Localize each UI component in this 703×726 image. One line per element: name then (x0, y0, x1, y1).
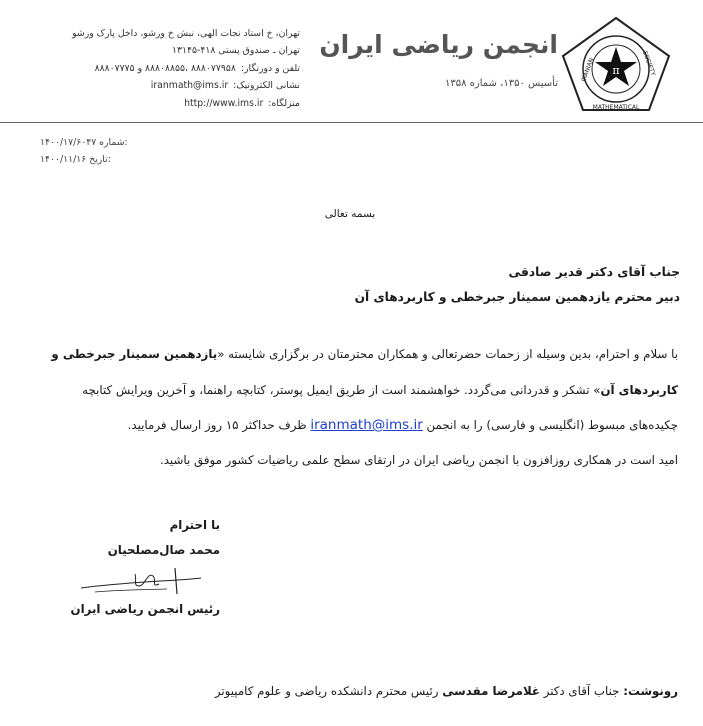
org-name: انجمن ریاضی ایران (319, 30, 558, 59)
body-text: با سلام و احترام، بدین وسیله از زحمات حضرتعالی و همکاران محترمتان در برگزاری شایسته « (217, 347, 678, 361)
letter-date-label: تاریخ: (89, 154, 111, 165)
address-line-1: تهران، خ استاد نجات الهی، نبش خ ورشو، داخل پارک ورشو (72, 28, 300, 39)
signatory-name: محمد صال‌مصلحیان (107, 543, 220, 557)
logo-pi: π (612, 64, 620, 77)
seminar-name: یازدهمین سمینار جبرخطی و (51, 347, 218, 361)
cc-name: غلامرضا مقدسی (442, 684, 540, 698)
phone-label: تلفن و دورنگار: (240, 63, 300, 74)
carbon-copy (30, 684, 678, 698)
addressee-name: جناب آقای دکتر قدیر صادقی (508, 265, 680, 279)
website-line (60, 98, 300, 109)
website-label: منزلگاه: (268, 98, 300, 109)
cc-text: رئیس محترم دانشکده ریاضی و علوم کامپیوتر (214, 684, 439, 698)
website-value[interactable]: http://www.ims.ir (184, 98, 264, 109)
body-line-2 (30, 383, 678, 397)
email-value[interactable]: iranmath@ims.ir (150, 80, 229, 91)
logo-text-right: SOCIETY (641, 50, 657, 77)
cc-text: جناب آقای دکتر (543, 684, 620, 698)
header-divider (0, 122, 703, 123)
society-email-link[interactable]: iranmath@ims.ir (310, 417, 423, 433)
cc-label: رونوشت: (623, 684, 678, 698)
body-line-1 (30, 347, 678, 361)
body-text: ظرف حداکثر ۱۵ روز ارسال فرمایید. (127, 418, 307, 432)
phone-value: ۸۸۸۰۷۷۹۵۸ ،۸۸۸۰۸۸۵۵ و ۸۸۸۰۷۷۷۵ (94, 63, 236, 74)
letter-number-value: ۱۴۰۰/۱۷/۶۰۴۷ (40, 137, 97, 148)
org-established: تأسیس ۱۳۵۰، شماره ۱۳۵۸ (445, 78, 558, 89)
phone-line (60, 63, 300, 74)
society-logo (557, 14, 675, 114)
logo-text-bottom: MATHEMATICAL (592, 104, 640, 111)
bismillah: بسمه تعالی (324, 208, 376, 220)
letter-number-label: شماره: (99, 137, 128, 148)
closing: با احترام (169, 518, 220, 532)
body-text: » تشکر و قدردانی می‌گردد. خواهشمند است از طریق ایمیل پوستر، کتابچه راهنما، و آخرین ویرایش کتابچه (82, 383, 601, 397)
address-line-2: تهران ـ صندوق پستی ۴۱۸-۱۳۱۴۵ (172, 45, 300, 56)
email-line (60, 80, 300, 91)
letter-number (40, 137, 240, 148)
letter-date (40, 154, 240, 165)
body-text: چکیده‌های مبسوط (انگلیسی و فارسی) را به انجمن (426, 418, 678, 432)
body-line-4: امید است در همکاری روزافزون با انجمن ریاضی ایران در ارتقای سطح علمی ریاضیات کشور موفق باشید. (159, 453, 678, 467)
addressee-title: دبیر محترم یازدهمین سمینار جبرخطی و کاربردهای آن (354, 290, 680, 304)
seminar-name-cont: کاربردهای آن (600, 383, 678, 397)
signatory-title: رئیس انجمن ریاضی ایران (70, 602, 220, 616)
body-line-3 (30, 417, 678, 433)
handwritten-signature (75, 564, 205, 598)
email-label: نشانی الکترونیک: (233, 80, 300, 91)
letter-date-value: ۱۴۰۰/۱۱/۱۶ (40, 154, 87, 165)
logo-text-left: IRANIAN (580, 57, 596, 83)
